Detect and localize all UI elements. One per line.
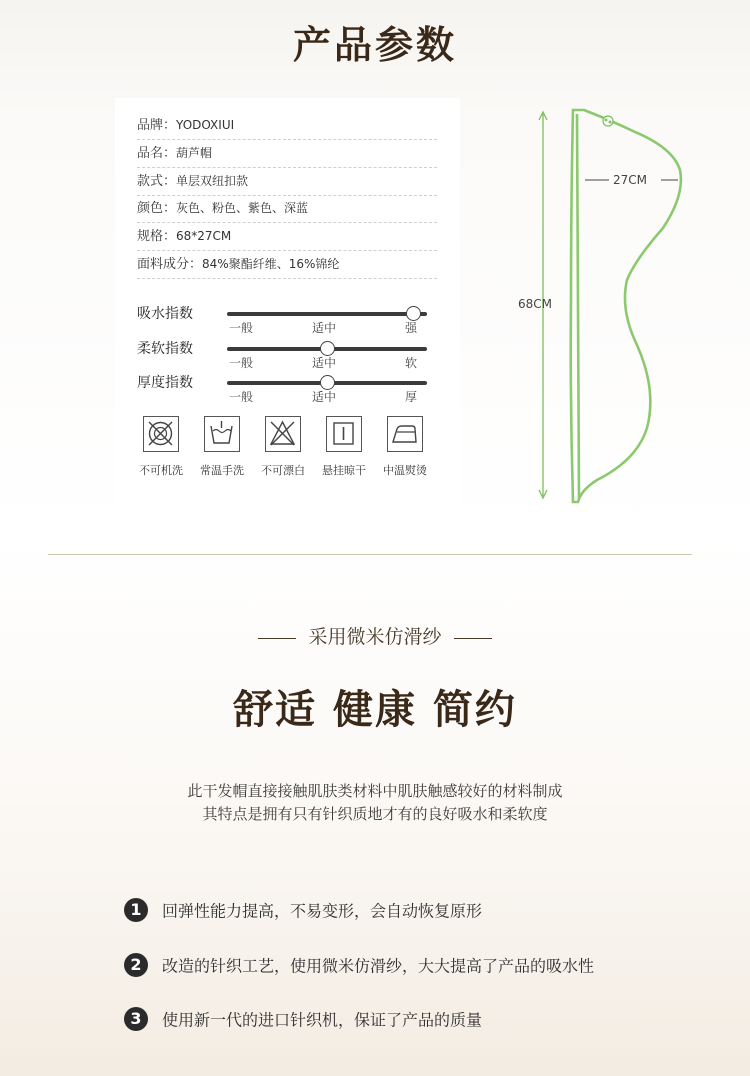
index-tick-mid: 适中 — [312, 321, 337, 335]
index-track — [227, 312, 427, 316]
index-label: 柔软指数 — [137, 341, 193, 357]
dash-left — [258, 638, 296, 639]
spec-key: 品牌： — [137, 118, 177, 133]
care-item — [314, 416, 374, 478]
feature-item-1 — [124, 898, 482, 928]
spec-row-color — [137, 195, 437, 223]
softness-index — [137, 338, 437, 372]
spec-value: 葫芦帽 — [176, 146, 213, 160]
section-title: 舒适 健康 简约 — [233, 687, 517, 733]
feature-item-3 — [124, 1007, 482, 1037]
spec-key: 品名： — [137, 146, 177, 161]
care-item — [192, 416, 252, 478]
care-item — [131, 416, 191, 478]
care-item — [253, 416, 313, 478]
absorbency-index — [137, 303, 437, 337]
feature-number-badge: 3 — [124, 1007, 148, 1031]
spec-key: 面料成分： — [137, 257, 203, 272]
index-label: 厚度指数 — [137, 375, 193, 391]
button-icon — [603, 116, 613, 126]
spec-row-fabric — [137, 251, 437, 279]
feature-text: 改造的针织工艺，使用微米仿滑纱，大大提高了产品的吸水性 — [162, 956, 595, 976]
description-line-2: 其特点是拥有只有针织质地才有的良好吸水和柔软度 — [202, 805, 548, 823]
no-machine-wash-icon — [143, 416, 179, 452]
section-divider — [48, 554, 692, 555]
care-label: 不可漂白 — [261, 464, 305, 477]
subtitle-text: 采用微米仿滑纱 — [308, 626, 442, 648]
index-tick-high: 强 — [405, 321, 418, 335]
dash-right — [454, 638, 492, 639]
description-line-1: 此干发帽直接接触肌肤类材料中肌肤触感较好的材料制成 — [187, 782, 563, 800]
spec-key: 款式： — [137, 174, 177, 189]
index-track — [227, 381, 427, 385]
thickness-index — [137, 372, 437, 406]
index-tick-low: 一般 — [229, 356, 254, 370]
index-tick-low: 一般 — [229, 390, 254, 404]
spec-row-name — [137, 140, 437, 168]
feature-number-badge: 2 — [124, 953, 148, 977]
hand-wash-icon — [204, 416, 240, 452]
care-item — [375, 416, 435, 478]
medium-iron-icon — [387, 416, 423, 452]
spec-row-style — [137, 168, 437, 196]
care-instructions — [135, 416, 450, 486]
width-label: 27CM — [613, 173, 648, 187]
spec-row-brand — [137, 112, 437, 140]
spec-key: 颜色： — [137, 201, 177, 216]
hang-dry-icon — [326, 416, 362, 452]
hat-outline — [571, 110, 681, 502]
index-tick-mid: 适中 — [312, 390, 337, 404]
feature-text: 使用新一代的进口针织机，保证了产品的质量 — [162, 1010, 483, 1030]
care-label: 中温熨烫 — [383, 464, 427, 477]
index-tick-low: 一般 — [229, 321, 254, 335]
section-subtitle — [0, 622, 750, 649]
dimension-diagram — [515, 100, 705, 510]
index-tick-high: 厚 — [405, 390, 418, 404]
index-label: 吸水指数 — [137, 306, 193, 322]
spec-key: 规格： — [137, 229, 177, 244]
care-label: 不可机洗 — [139, 464, 183, 477]
feature-text: 回弹性能力提高，不易变形，会自动恢复原形 — [162, 901, 483, 921]
care-label: 常温手洗 — [200, 464, 244, 477]
spec-value: YODOXIUI — [176, 118, 235, 132]
spec-value: 灰色、粉色、紫色、深蓝 — [176, 201, 309, 215]
feature-number-badge: 1 — [124, 898, 148, 922]
spec-value: 68*27CM — [176, 229, 232, 243]
no-bleach-icon — [265, 416, 301, 452]
care-label: 悬挂晾干 — [322, 464, 366, 477]
spec-panel — [115, 98, 460, 508]
index-track — [227, 347, 427, 351]
index-tick-high: 软 — [405, 356, 418, 370]
spec-row-size — [137, 223, 437, 251]
spec-value: 84%聚酯纤维、16%锦纶 — [202, 257, 340, 271]
page-title: 产品参数 — [292, 23, 457, 67]
index-tick-mid: 适中 — [312, 356, 337, 370]
feature-item-2 — [124, 953, 594, 983]
length-label: 68CM — [518, 297, 553, 311]
spec-value: 单层双纽扣款 — [176, 174, 249, 188]
